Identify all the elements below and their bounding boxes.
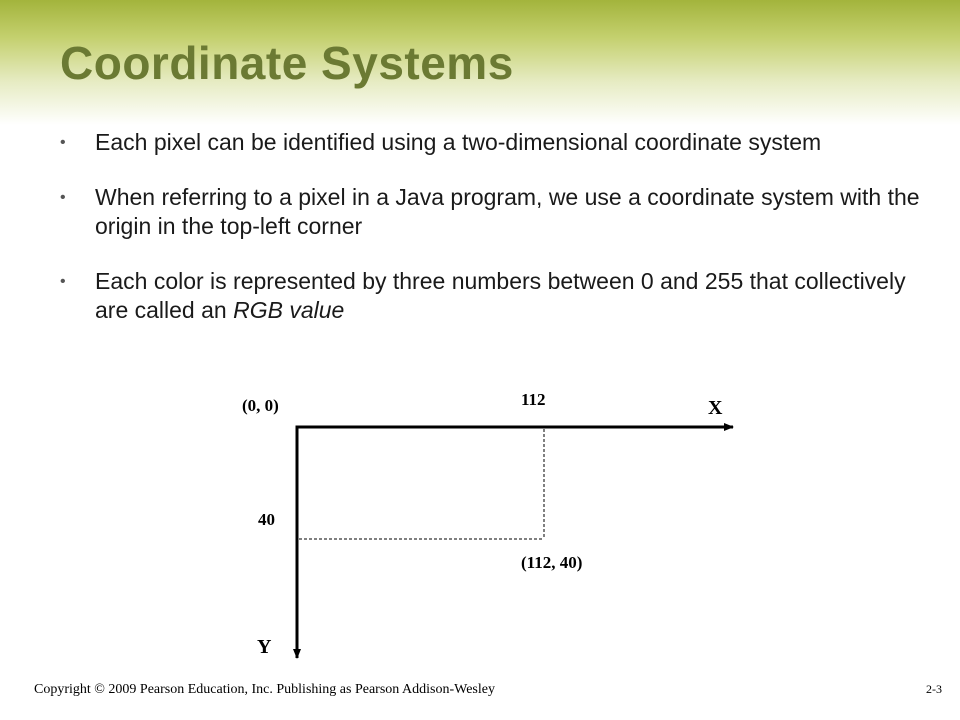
bullet-text-italic: RGB value — [233, 297, 345, 323]
bullet-dot-icon: • — [60, 134, 66, 151]
bullet-text: Each color is represented by three numbers between 0 and 255 that collectively are called an — [95, 268, 906, 323]
x-tick-label: 112 — [521, 390, 546, 409]
y-axis-label: Y — [257, 636, 272, 658]
y-tick-label: 40 — [258, 510, 275, 529]
bullet-dot-icon: • — [60, 273, 66, 290]
bullet-text: When referring to a pixel in a Java program, we use a coordinate system with the origin in the top-left corner — [95, 184, 920, 239]
bullet-dot-icon: • — [60, 189, 66, 206]
origin-label: (0, 0) — [242, 396, 279, 415]
footer-copyright: Copyright © 2009 Pearson Education, Inc. Publishing as Pearson Addison-Wesley — [34, 682, 495, 697]
point-label: (112, 40) — [521, 553, 583, 572]
slide-title: Coordinate Systems — [60, 37, 514, 89]
bullet-text: Each pixel can be identified using a two-dimensional coordinate system — [95, 129, 822, 155]
page-number: 2-3 — [926, 682, 942, 696]
x-axis-label: X — [708, 397, 723, 419]
